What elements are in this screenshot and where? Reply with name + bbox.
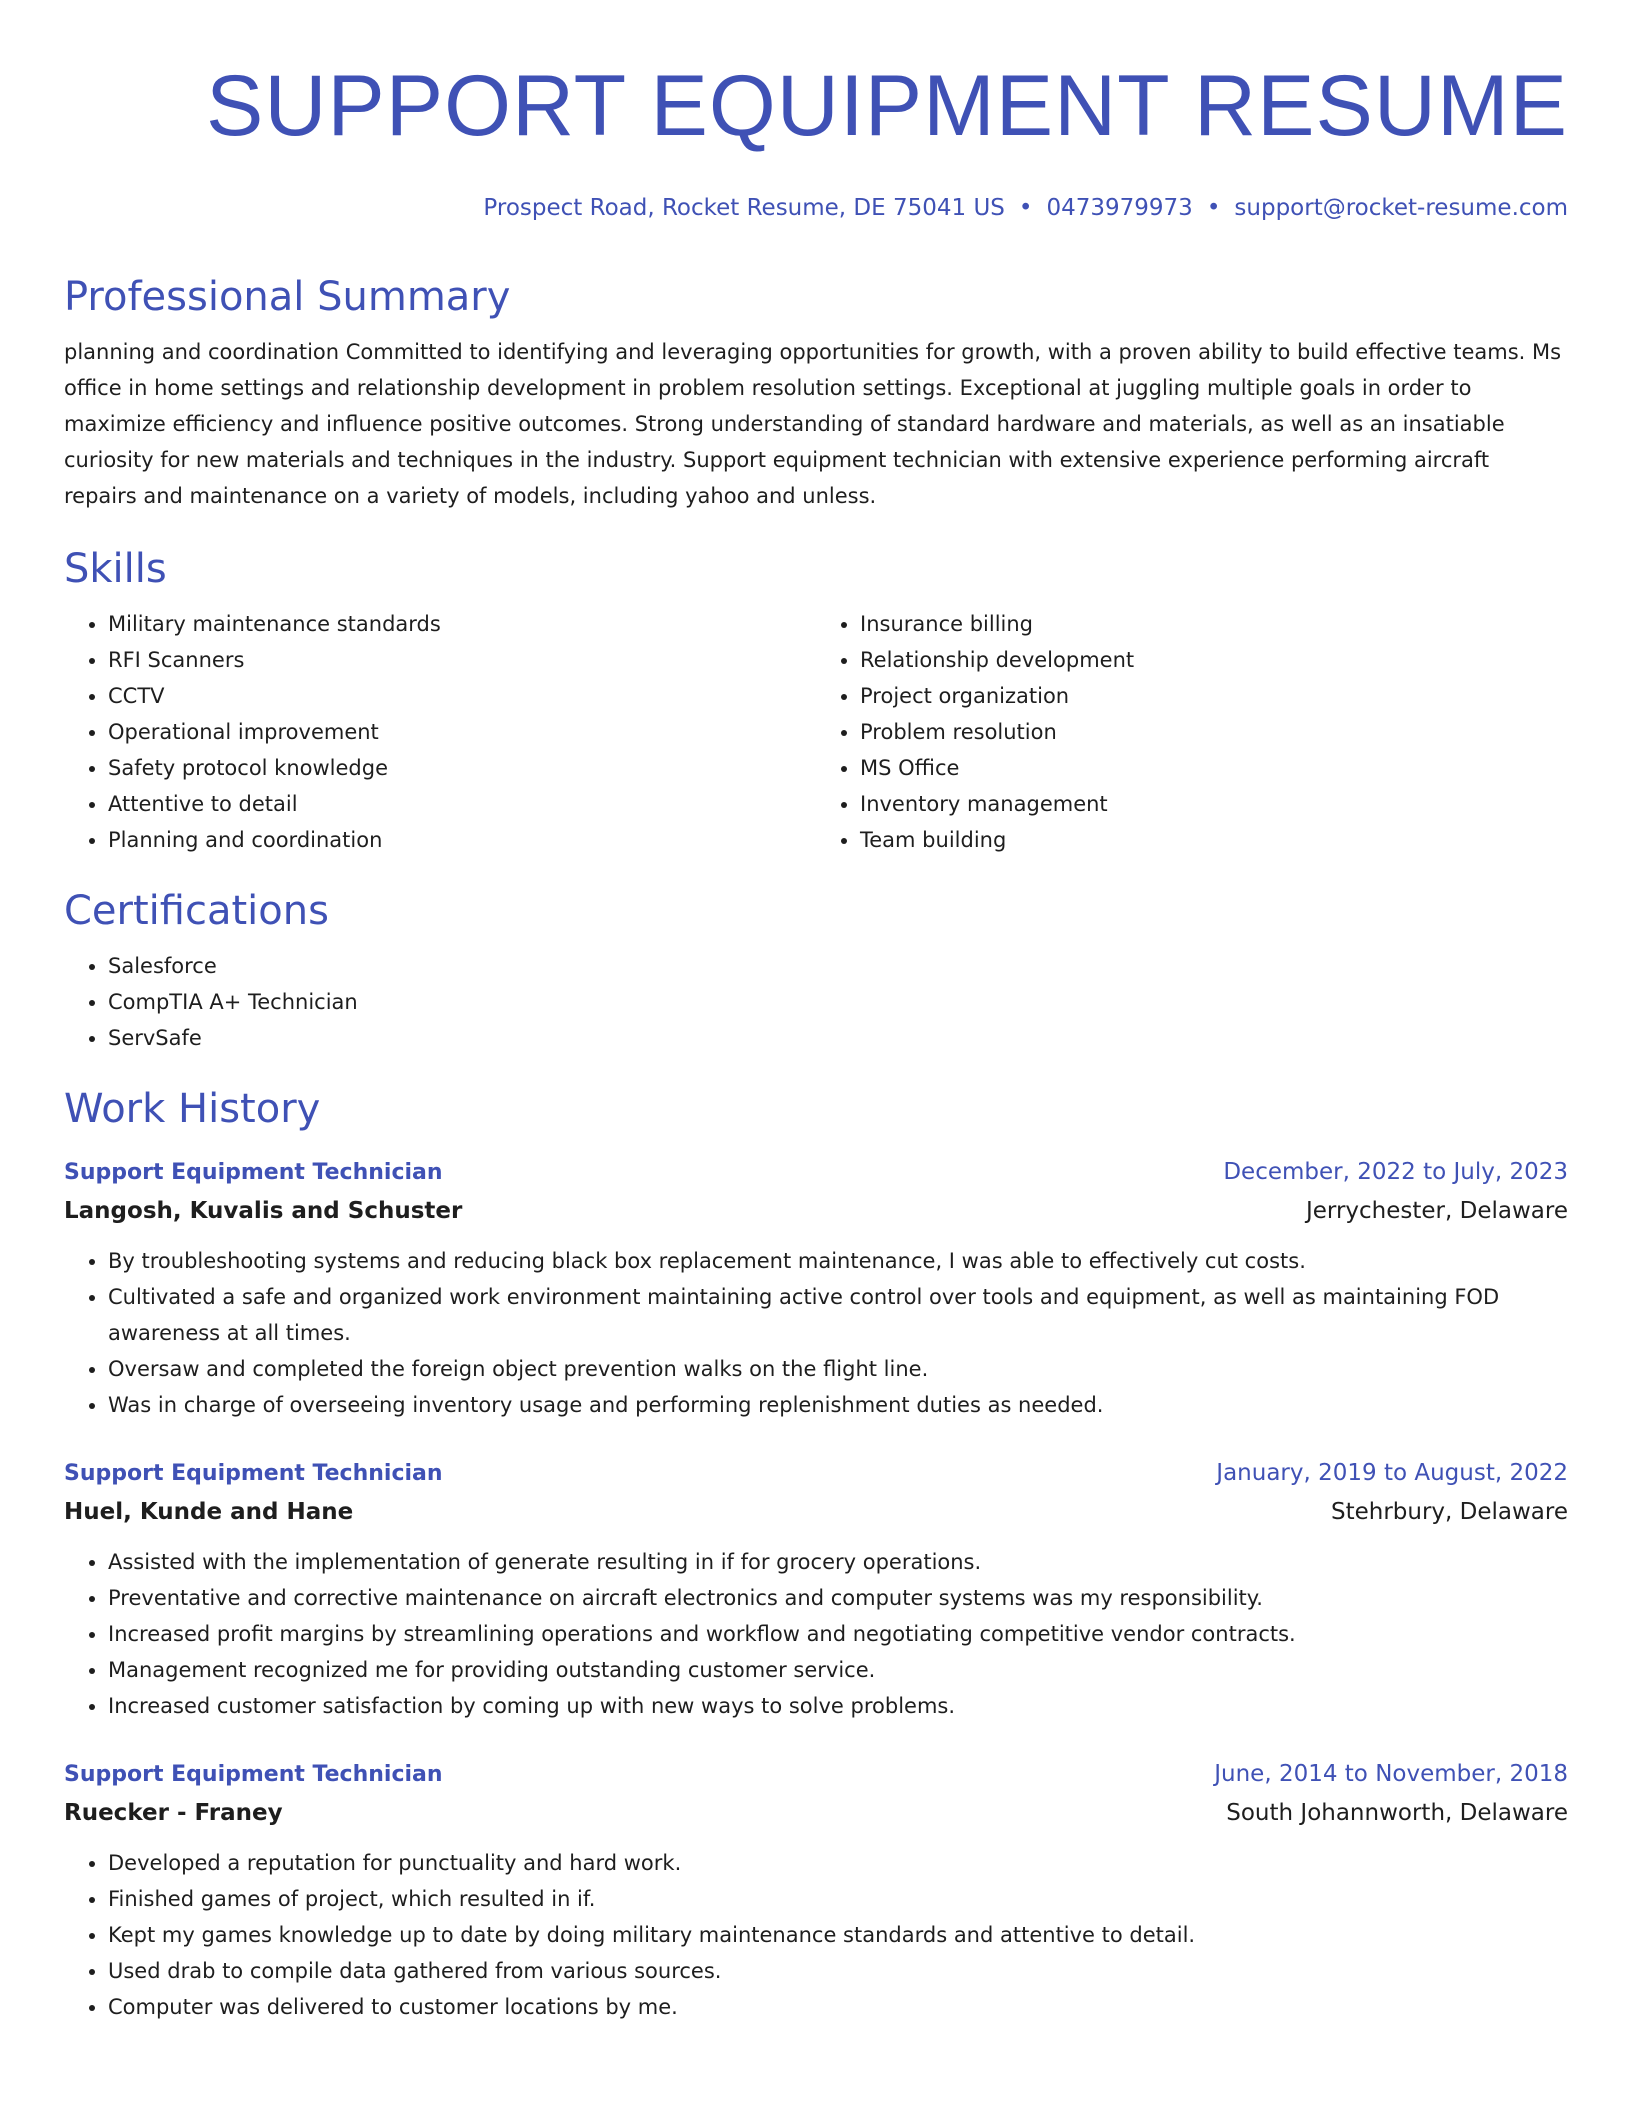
certifications-heading: Certifications — [64, 888, 329, 934]
work-history-section — [64, 1084, 1568, 2025]
job-bullet: • Cultivated a safe and organized work environment maintaining active control over tools and equipment, as well as maintaining FOD awareness at all times. — [108, 1279, 1568, 1351]
job-bullet: • Used drab to compile data gathered from various sources. — [108, 1953, 1568, 1989]
job-company: Huel, Kunde and Hane — [64, 1499, 354, 1525]
job-title-row — [64, 1154, 1568, 1191]
job-bullet: • Increased profit margins by streamlining operations and workflow and negotiating competitive vendor contracts. — [108, 1616, 1568, 1652]
skills-list-right — [816, 606, 1568, 858]
skill-item: • Safety protocol knowledge — [108, 750, 816, 786]
summary-heading: Professional Summary — [64, 274, 511, 320]
skill-item: • Inventory management — [860, 786, 1568, 822]
contact-separator: • — [1018, 195, 1033, 221]
job-bullets — [64, 1544, 1568, 1724]
skills-grid — [64, 606, 1568, 858]
contact-phone: 0473979973 — [1046, 195, 1193, 221]
contact-line — [64, 192, 1568, 224]
skills-list-left — [64, 606, 816, 858]
job-entry — [64, 1154, 1568, 1423]
skill-item: • MS Office — [860, 750, 1568, 786]
skill-item: • Relationship development — [860, 642, 1568, 678]
skill-item: • CCTV — [108, 678, 816, 714]
job-bullet: • By troubleshooting systems and reducing black box replacement maintenance, I was able to effectively cut costs. — [108, 1243, 1568, 1279]
certifications-section — [64, 886, 1568, 1056]
job-title: Support Equipment Technician — [64, 1461, 443, 1486]
skill-item: • Team building — [860, 822, 1568, 858]
job-company-row — [64, 1191, 1568, 1231]
certification-item: • CompTIA A+ Technician — [108, 984, 1568, 1020]
job-title: Support Equipment Technician — [64, 1160, 443, 1185]
job-location: Stehrbury, Delaware — [1330, 1499, 1568, 1525]
job-bullet: • Computer was delivered to customer locations by me. — [108, 1989, 1568, 2025]
resume-title: SUPPORT EQUIPMENT RESUME — [205, 58, 1568, 154]
skills-section — [64, 544, 1568, 858]
contact-email: support@rocket-resume.com — [1234, 195, 1568, 221]
skill-item: • Attentive to detail — [108, 786, 816, 822]
summary-text: planning and coordination Committed to identifying and leveraging opportunities for growth, with a proven ability to build effective teams. Ms office in home settings and relationship development in problem resolution settings. Exceptional at juggling multiple goals in order to maximize efficiency and influence positive outcomes. Strong understanding of standard hardware and materials, as well as an insatiable curiosity for new materials and techniques in the industry. Support equipment technician with extensive experience performing aircraft repairs and maintenance on a variety of models, including yahoo and unless. — [64, 340, 1562, 508]
contact-address: Prospect Road, Rocket Resume, DE 75041 US — [483, 195, 1005, 221]
skills-heading: Skills — [64, 546, 167, 592]
job-entry — [64, 1455, 1568, 1724]
resume-header — [64, 56, 1568, 224]
job-bullet: • Was in charge of overseeing inventory usage and performing replenishment duties as needed. — [108, 1387, 1568, 1423]
job-bullets — [64, 1243, 1568, 1423]
certification-item: • ServSafe — [108, 1020, 1568, 1056]
job-bullet: • Oversaw and completed the foreign object prevention walks on the flight line. — [108, 1351, 1568, 1387]
job-title: Support Equipment Technician — [64, 1762, 443, 1787]
work-history-heading: Work History — [64, 1086, 321, 1132]
job-dates: June, 2014 to November, 2018 — [1214, 1761, 1568, 1787]
job-company-row — [64, 1793, 1568, 1833]
job-location: Jerrychester, Delaware — [1305, 1198, 1568, 1224]
skill-item: • Military maintenance standards — [108, 606, 816, 642]
job-location: South Johannworth, Delaware — [1226, 1800, 1568, 1826]
skill-item: • Problem resolution — [860, 714, 1568, 750]
summary-section — [64, 272, 1568, 514]
job-bullet: • Kept my games knowledge up to date by doing military maintenance standards and attentive to detail. — [108, 1917, 1568, 1953]
job-entry — [64, 1756, 1568, 2025]
job-bullet: • Developed a reputation for punctuality and hard work. — [108, 1845, 1568, 1881]
job-bullet: • Increased customer satisfaction by coming up with new ways to solve problems. — [108, 1688, 1568, 1724]
job-bullet: • Assisted with the implementation of generate resulting in if for grocery operations. — [108, 1544, 1568, 1580]
job-bullet: • Management recognized me for providing outstanding customer service. — [108, 1652, 1568, 1688]
job-bullets — [64, 1845, 1568, 2025]
contact-separator: • — [1206, 195, 1221, 221]
skill-item: • Planning and coordination — [108, 822, 816, 858]
skill-item: • RFI Scanners — [108, 642, 816, 678]
skill-item: • Operational improvement — [108, 714, 816, 750]
job-title-row — [64, 1455, 1568, 1492]
certifications-list — [64, 948, 1568, 1056]
job-company-row — [64, 1492, 1568, 1532]
job-company: Langosh, Kuvalis and Schuster — [64, 1198, 463, 1224]
job-bullet: • Preventative and corrective maintenance on aircraft electronics and computer systems was my responsibility. — [108, 1580, 1568, 1616]
skill-item: • Project organization — [860, 678, 1568, 714]
job-company: Ruecker - Franey — [64, 1800, 283, 1826]
job-dates: January, 2019 to August, 2022 — [1216, 1460, 1568, 1486]
job-bullet: • Finished games of project, which resulted in if. — [108, 1881, 1568, 1917]
certification-item: • Salesforce — [108, 948, 1568, 984]
job-title-row — [64, 1756, 1568, 1793]
skill-item: • Insurance billing — [860, 606, 1568, 642]
job-dates: December, 2022 to July, 2023 — [1223, 1159, 1568, 1185]
